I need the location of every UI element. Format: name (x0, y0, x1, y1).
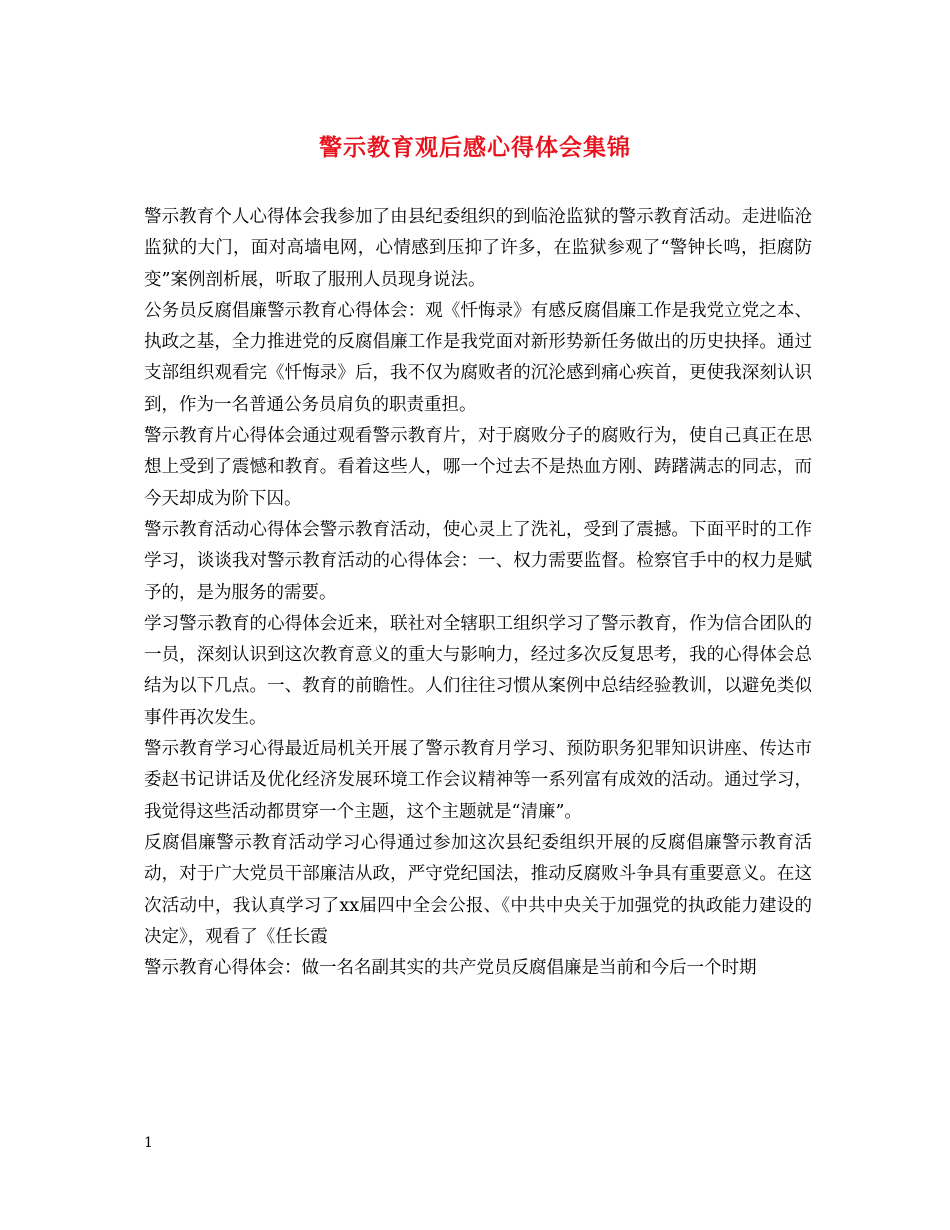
document-title: 警示教育观后感心得体会集锦 (319, 134, 631, 161)
paragraph-4: 警示教育活动心得体会警示教育活动，使心灵上了洗礼，受到了震撼。下面平时的工作学习，谈谈我对警示教育活动的心得体会：一、权力需要监督。检察官手中的权力是赋予的，是为服务的需要。 (144, 519, 812, 603)
paragraph-1: 警示教育个人心得体会我参加了由县纪委组织的到临沧监狱的警示教育活动。走进临沧监狱的大门，面对高墙电网，心情感到压抑了许多，在监狱参观了“警钟长鸣，拒腐防变”案例剖析展，听取了服刑人员现身说法。 (144, 207, 812, 290)
paragraph-8: 警示教育心得体会：做一名名副其实的共产党员反腐倡廉是当前和今后一个时期 (144, 958, 757, 979)
page-number: 1 (144, 1135, 153, 1151)
paragraph-6: 警示教育学习心得最近局机关开展了警示教育月学习、预防职务犯罪知识讲座、传达市委赵书记讲话及优化经济发展环境工作会议精神等一系列富有成效的活动。通过学习，我觉得这些活动都贯穿一个主题，这个主题就是“清廉”。 (144, 739, 812, 822)
document-body (144, 202, 812, 984)
paragraph-7: 反腐倡廉警示教育活动学习心得通过参加这次县纪委组织开展的反腐倡廉警示教育活动，对于广大党员干部廉洁从政，严守党纪国法，推动反腐败斗争具有重要意义。在这次活动中，我认真学习了xx届四中全会公报、《中共中央关于加强党的执政能力建设的决定》，观看了《任长霞 (144, 832, 812, 947)
paragraph-5: 学习警示教育的心得体会近来，联社对全辖职工组织学习了警示教育，作为信合团队的一员，深刻认识到这次教育意义的重大与影响力，经过多次反复思考，我的心得体会总结为以下几点。一、教育的前瞻性。人们往往习惯从案例中总结经验教训，以避免类似事件再次发生。 (144, 613, 812, 728)
paragraph-3: 警示教育片心得体会通过观看警示教育片，对于腐败分子的腐败行为，使自己真正在思想上受到了震憾和教育。看着这些人，哪一个过去不是热血方刚、踌躇满志的同志，而今天却成为阶下囚。 (144, 426, 812, 509)
paragraph-2: 公务员反腐倡廉警示教育心得体会：观《忏悔录》有感反腐倡廉工作是我党立党之本、执政之基，全力推进党的反腐倡廉工作是我党面对新形势新任务做出的历史抉择。通过支部组织观看完《忏悔录》后，我不仅为腐败者的沉沦感到痛心疾首，更使我深刻认识到，作为一名普通公务员肩负的职责重担。 (144, 300, 812, 415)
